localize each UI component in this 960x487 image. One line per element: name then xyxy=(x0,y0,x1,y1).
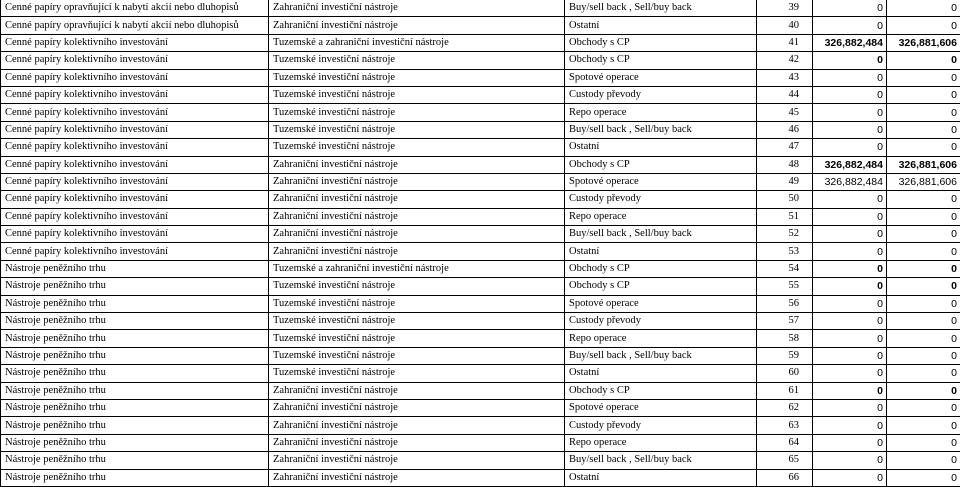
operation-type-cell: Repo operace xyxy=(565,104,757,121)
operation-type-cell: Ostatní xyxy=(565,17,757,34)
value-cell-1: 0 xyxy=(813,121,887,138)
value-cell-2: 326,881,606 xyxy=(887,34,960,51)
row-number-cell: 58 xyxy=(757,330,813,347)
operation-type-cell: Buy/sell back , Sell/buy back xyxy=(565,452,757,469)
security-type-cell: Nástroje peněžního trhu xyxy=(1,330,269,347)
instrument-origin-cell: Zahraniční investiční nástroje xyxy=(269,434,565,451)
value-cell-1: 0 xyxy=(813,86,887,103)
table-row xyxy=(1,226,960,243)
operation-type-cell: Ostatní xyxy=(565,469,757,486)
instrument-origin-cell: Tuzemské investiční nástroje xyxy=(269,86,565,103)
instrument-origin-cell: Tuzemské investiční nástroje xyxy=(269,295,565,312)
value-cell-1: 0 xyxy=(813,365,887,382)
instrument-origin-cell: Zahraniční investiční nástroje xyxy=(269,399,565,416)
operation-type-cell: Buy/sell back , Sell/buy back xyxy=(565,0,757,17)
table-row xyxy=(1,452,960,469)
security-type-cell: Nástroje peněžního trhu xyxy=(1,399,269,416)
value-cell-1: 0 xyxy=(813,399,887,416)
operation-type-cell: Ostatní xyxy=(565,365,757,382)
value-cell-2: 0 xyxy=(887,347,960,364)
table-row xyxy=(1,313,960,330)
table-row xyxy=(1,365,960,382)
value-cell-1: 0 xyxy=(813,330,887,347)
table-row xyxy=(1,295,960,312)
security-type-cell: Nástroje peněžního trhu xyxy=(1,452,269,469)
row-number-cell: 50 xyxy=(757,191,813,208)
security-type-cell: Cenné papíry kolektivního investování xyxy=(1,121,269,138)
table-row xyxy=(1,191,960,208)
instrument-origin-cell: Zahraniční investiční nástroje xyxy=(269,17,565,34)
row-number-cell: 59 xyxy=(757,347,813,364)
value-cell-1: 0 xyxy=(813,382,887,399)
security-type-cell: Cenné papíry opravňující k nabytí akcií nebo dluhopisů xyxy=(1,0,269,17)
security-type-cell: Nástroje peněžního trhu xyxy=(1,365,269,382)
instrument-origin-cell: Tuzemské investiční nástroje xyxy=(269,69,565,86)
value-cell-2: 0 xyxy=(887,52,960,69)
row-number-cell: 53 xyxy=(757,243,813,260)
instrument-origin-cell: Tuzemské investiční nástroje xyxy=(269,347,565,364)
value-cell-1: 0 xyxy=(813,139,887,156)
instrument-origin-cell: Tuzemské a zahraniční investiční nástroje xyxy=(269,34,565,51)
operation-type-cell: Ostatní xyxy=(565,243,757,260)
operation-type-cell: Custody převody xyxy=(565,313,757,330)
value-cell-1: 0 xyxy=(813,278,887,295)
security-type-cell: Cenné papíry kolektivního investování xyxy=(1,226,269,243)
value-cell-2: 0 xyxy=(887,86,960,103)
table-row xyxy=(1,0,960,17)
table-row xyxy=(1,69,960,86)
operation-type-cell: Buy/sell back , Sell/buy back xyxy=(565,226,757,243)
value-cell-2: 0 xyxy=(887,191,960,208)
value-cell-2: 0 xyxy=(887,452,960,469)
value-cell-1: 0 xyxy=(813,243,887,260)
value-cell-1: 326,882,484 xyxy=(813,156,887,173)
security-type-cell: Nástroje peněžního trhu xyxy=(1,313,269,330)
table-body xyxy=(1,0,960,486)
instrument-origin-cell: Tuzemské investiční nástroje xyxy=(269,104,565,121)
table-row xyxy=(1,139,960,156)
security-type-cell: Cenné papíry kolektivního investování xyxy=(1,156,269,173)
row-number-cell: 61 xyxy=(757,382,813,399)
value-cell-2: 0 xyxy=(887,417,960,434)
instrument-origin-cell: Zahraniční investiční nástroje xyxy=(269,382,565,399)
value-cell-1: 0 xyxy=(813,313,887,330)
operation-type-cell: Spotové operace xyxy=(565,295,757,312)
row-number-cell: 63 xyxy=(757,417,813,434)
instrument-origin-cell: Tuzemské investiční nástroje xyxy=(269,365,565,382)
security-type-cell: Cenné papíry kolektivního investování xyxy=(1,86,269,103)
operation-type-cell: Obchody s CP xyxy=(565,382,757,399)
instrument-origin-cell: Zahraniční investiční nástroje xyxy=(269,173,565,190)
operation-type-cell: Repo operace xyxy=(565,208,757,225)
instrument-origin-cell: Tuzemské investiční nástroje xyxy=(269,139,565,156)
row-number-cell: 39 xyxy=(757,0,813,17)
row-number-cell: 40 xyxy=(757,17,813,34)
table-row xyxy=(1,208,960,225)
value-cell-2: 0 xyxy=(887,278,960,295)
security-type-cell: Nástroje peněžního trhu xyxy=(1,295,269,312)
row-number-cell: 55 xyxy=(757,278,813,295)
table-row xyxy=(1,347,960,364)
value-cell-2: 326,881,606 xyxy=(887,156,960,173)
value-cell-2: 0 xyxy=(887,295,960,312)
security-type-cell: Cenné papíry kolektivního investování xyxy=(1,191,269,208)
value-cell-2: 0 xyxy=(887,399,960,416)
table-row xyxy=(1,121,960,138)
security-type-cell: Cenné papíry opravňující k nabytí akcií nebo dluhopisů xyxy=(1,17,269,34)
row-number-cell: 45 xyxy=(757,104,813,121)
value-cell-1: 0 xyxy=(813,295,887,312)
security-type-cell: Nástroje peněžního trhu xyxy=(1,434,269,451)
security-type-cell: Cenné papíry kolektivního investování xyxy=(1,52,269,69)
security-type-cell: Cenné papíry kolektivního investování xyxy=(1,104,269,121)
instrument-origin-cell: Tuzemské investiční nástroje xyxy=(269,121,565,138)
table-row xyxy=(1,278,960,295)
instrument-origin-cell: Tuzemské investiční nástroje xyxy=(269,313,565,330)
value-cell-2: 0 xyxy=(887,139,960,156)
instrument-origin-cell: Tuzemské investiční nástroje xyxy=(269,52,565,69)
value-cell-2: 0 xyxy=(887,313,960,330)
security-type-cell: Nástroje peněžního trhu xyxy=(1,260,269,277)
operation-type-cell: Obchody s CP xyxy=(565,34,757,51)
table-row xyxy=(1,104,960,121)
table-row xyxy=(1,173,960,190)
operation-type-cell: Spotové operace xyxy=(565,173,757,190)
security-type-cell: Cenné papíry kolektivního investování xyxy=(1,139,269,156)
table-row xyxy=(1,156,960,173)
row-number-cell: 60 xyxy=(757,365,813,382)
value-cell-1: 0 xyxy=(813,52,887,69)
operation-type-cell: Spotové operace xyxy=(565,399,757,416)
operation-type-cell: Custody převody xyxy=(565,417,757,434)
instrument-origin-cell: Zahraniční investiční nástroje xyxy=(269,0,565,17)
value-cell-2: 0 xyxy=(887,434,960,451)
row-number-cell: 42 xyxy=(757,52,813,69)
table-row xyxy=(1,17,960,34)
table-row xyxy=(1,330,960,347)
value-cell-1: 0 xyxy=(813,69,887,86)
value-cell-1: 0 xyxy=(813,191,887,208)
row-number-cell: 54 xyxy=(757,260,813,277)
table-row xyxy=(1,260,960,277)
security-type-cell: Nástroje peněžního trhu xyxy=(1,278,269,295)
row-number-cell: 43 xyxy=(757,69,813,86)
value-cell-2: 326,881,606 xyxy=(887,173,960,190)
value-cell-2: 0 xyxy=(887,121,960,138)
instrument-origin-cell: Tuzemské a zahraniční investiční nástroje xyxy=(269,260,565,277)
instrument-origin-cell: Zahraniční investiční nástroje xyxy=(269,417,565,434)
row-number-cell: 62 xyxy=(757,399,813,416)
instrument-origin-cell: Tuzemské investiční nástroje xyxy=(269,278,565,295)
operation-type-cell: Ostatní xyxy=(565,139,757,156)
instrument-origin-cell: Zahraniční investiční nástroje xyxy=(269,452,565,469)
row-number-cell: 48 xyxy=(757,156,813,173)
value-cell-1: 0 xyxy=(813,347,887,364)
operation-type-cell: Obchody s CP xyxy=(565,156,757,173)
value-cell-1: 0 xyxy=(813,417,887,434)
table-row xyxy=(1,399,960,416)
row-number-cell: 52 xyxy=(757,226,813,243)
row-number-cell: 64 xyxy=(757,434,813,451)
row-number-cell: 65 xyxy=(757,452,813,469)
security-type-cell: Cenné papíry kolektivního investování xyxy=(1,243,269,260)
instrument-origin-cell: Zahraniční investiční nástroje xyxy=(269,156,565,173)
instrument-origin-cell: Zahraniční investiční nástroje xyxy=(269,191,565,208)
value-cell-1: 0 xyxy=(813,469,887,486)
operation-type-cell: Buy/sell back , Sell/buy back xyxy=(565,121,757,138)
value-cell-2: 0 xyxy=(887,330,960,347)
value-cell-1: 0 xyxy=(813,226,887,243)
instrument-origin-cell: Zahraniční investiční nástroje xyxy=(269,226,565,243)
operation-type-cell: Repo operace xyxy=(565,434,757,451)
value-cell-1: 0 xyxy=(813,17,887,34)
security-type-cell: Cenné papíry kolektivního investování xyxy=(1,69,269,86)
table-row xyxy=(1,243,960,260)
value-cell-2: 0 xyxy=(887,243,960,260)
operation-type-cell: Obchody s CP xyxy=(565,278,757,295)
value-cell-1: 0 xyxy=(813,208,887,225)
row-number-cell: 44 xyxy=(757,86,813,103)
value-cell-2: 0 xyxy=(887,17,960,34)
row-number-cell: 57 xyxy=(757,313,813,330)
row-number-cell: 47 xyxy=(757,139,813,156)
instrument-origin-cell: Zahraniční investiční nástroje xyxy=(269,208,565,225)
instrument-origin-cell: Zahraniční investiční nástroje xyxy=(269,469,565,486)
operation-type-cell: Buy/sell back , Sell/buy back xyxy=(565,347,757,364)
security-type-cell: Cenné papíry kolektivního investování xyxy=(1,208,269,225)
table-row xyxy=(1,417,960,434)
row-number-cell: 49 xyxy=(757,173,813,190)
security-type-cell: Nástroje peněžního trhu xyxy=(1,347,269,364)
row-number-cell: 51 xyxy=(757,208,813,225)
value-cell-1: 326,882,484 xyxy=(813,173,887,190)
value-cell-2: 0 xyxy=(887,69,960,86)
row-number-cell: 46 xyxy=(757,121,813,138)
row-number-cell: 41 xyxy=(757,34,813,51)
value-cell-2: 0 xyxy=(887,104,960,121)
operation-type-cell: Custody převody xyxy=(565,86,757,103)
value-cell-2: 0 xyxy=(887,365,960,382)
instrument-origin-cell: Zahraniční investiční nástroje xyxy=(269,243,565,260)
operation-type-cell: Repo operace xyxy=(565,330,757,347)
value-cell-1: 0 xyxy=(813,452,887,469)
instrument-origin-cell: Tuzemské investiční nástroje xyxy=(269,330,565,347)
value-cell-1: 0 xyxy=(813,0,887,17)
value-cell-2: 0 xyxy=(887,226,960,243)
value-cell-1: 0 xyxy=(813,104,887,121)
operation-type-cell: Obchody s CP xyxy=(565,260,757,277)
operation-type-cell: Spotové operace xyxy=(565,69,757,86)
value-cell-1: 0 xyxy=(813,260,887,277)
table-row xyxy=(1,86,960,103)
value-cell-2: 0 xyxy=(887,382,960,399)
value-cell-1: 0 xyxy=(813,434,887,451)
table-row xyxy=(1,469,960,486)
security-type-cell: Nástroje peněžního trhu xyxy=(1,469,269,486)
table-row xyxy=(1,434,960,451)
value-cell-2: 0 xyxy=(887,469,960,486)
security-type-cell: Cenné papíry kolektivního investování xyxy=(1,173,269,190)
operation-type-cell: Obchody s CP xyxy=(565,52,757,69)
row-number-cell: 66 xyxy=(757,469,813,486)
security-type-cell: Cenné papíry kolektivního investování xyxy=(1,34,269,51)
table-row xyxy=(1,34,960,51)
value-cell-2: 0 xyxy=(887,0,960,17)
security-type-cell: Nástroje peněžního trhu xyxy=(1,382,269,399)
security-type-cell: Nástroje peněžního trhu xyxy=(1,417,269,434)
value-cell-1: 326,882,484 xyxy=(813,34,887,51)
operation-type-cell: Custody převody xyxy=(565,191,757,208)
value-cell-2: 0 xyxy=(887,260,960,277)
table-row xyxy=(1,382,960,399)
table-row xyxy=(1,52,960,69)
row-number-cell: 56 xyxy=(757,295,813,312)
value-cell-2: 0 xyxy=(887,208,960,225)
